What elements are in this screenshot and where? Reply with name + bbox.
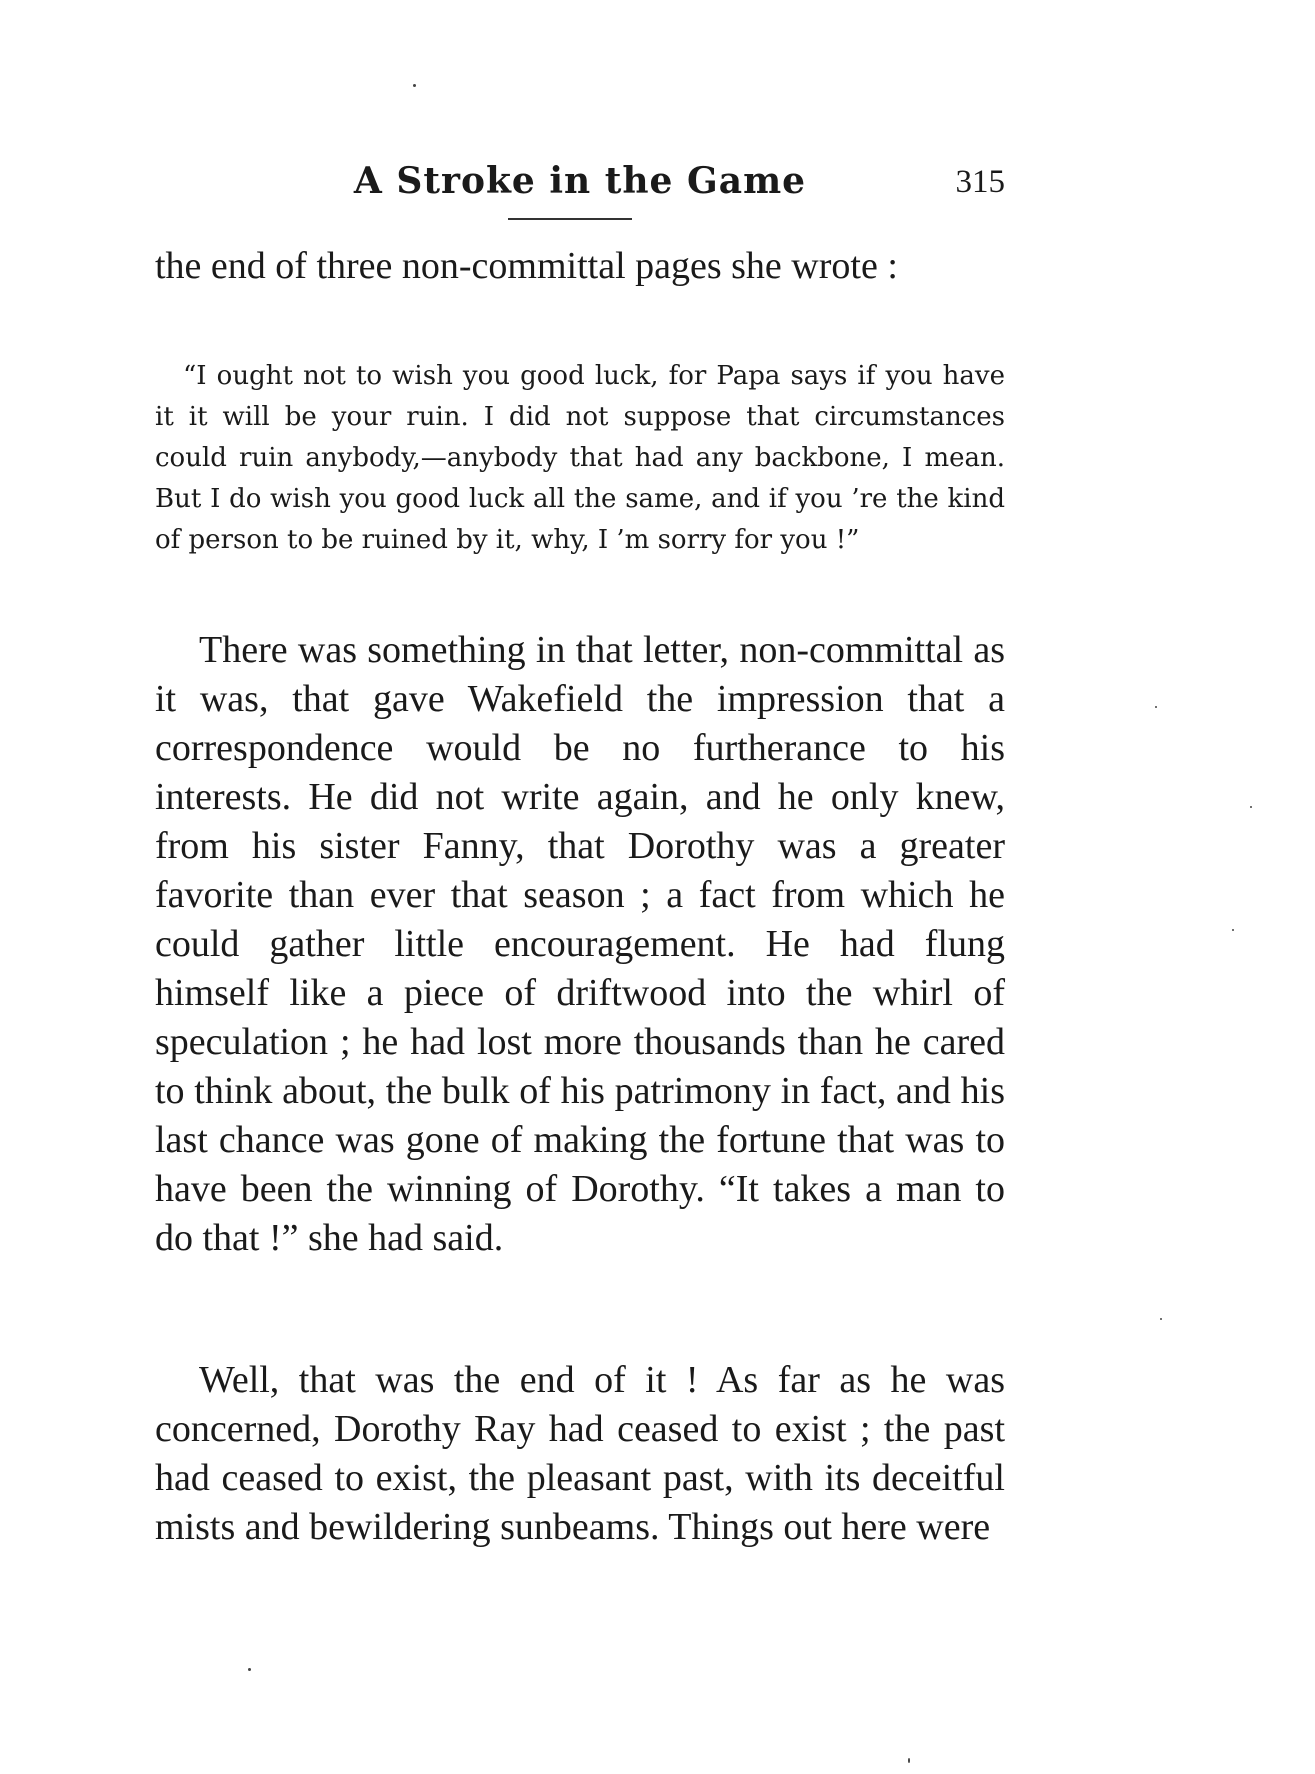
paper-speck — [908, 1758, 910, 1763]
paper-speck — [413, 84, 416, 87]
page-number: 315 — [955, 164, 1005, 200]
running-head — [155, 160, 1005, 220]
paper-speck — [1250, 806, 1252, 808]
quote-text: “I ought not to wish you good luck, for Papa says if you have it it will be your ruin. I did not suppose that circumstances could ruin anybody,—anybody that had any backbone, I mean. But I do wish you good luck all the same, and if you ’re the kind of person to be ruined by it, why, I ’m sorry for you !” — [155, 361, 1005, 555]
paragraph-wakefield — [155, 626, 1005, 1263]
running-title: A Stroke in the Game — [353, 160, 807, 202]
paragraph-text: There was something in that letter, non-committal as it was, that gave Wakefield the impression that a correspondence would be no furtherance to his interests. He did not write again, and he only knew, from his sister Fanny, that Dorothy was a greater favorite than ever that season ; a fact from which he could gather little encouragement. He had flung himself like a piece of driftwood into the whirl of speculation ; he had lost more thousands than he cared to think about, the bulk of his patrimony in fact, and his last chance was gone of making the fortune that was to have been the winning of Dorothy. “It takes a man to do that !” she had said. — [155, 629, 1005, 1259]
paper-speck — [1160, 1318, 1162, 1320]
paper-speck — [248, 1668, 251, 1671]
paragraph-text: the end of three non-committal pages she wrote : — [155, 245, 898, 287]
paper-speck — [1232, 929, 1234, 931]
paper-speck — [1155, 706, 1157, 708]
letter-quote — [155, 356, 1005, 561]
paragraph-end-of-it — [155, 1356, 1005, 1552]
paragraph-opening — [155, 242, 1005, 291]
head-rule — [508, 218, 632, 220]
paragraph-text: Well, that was the end of it ! As far as he was concerned, Dorothy Ray had ceased to exist ; the past had ceased to exist, the pleasant past, with its deceitful mists and bewildering sunbeams. Things out here were — [155, 1359, 1005, 1548]
